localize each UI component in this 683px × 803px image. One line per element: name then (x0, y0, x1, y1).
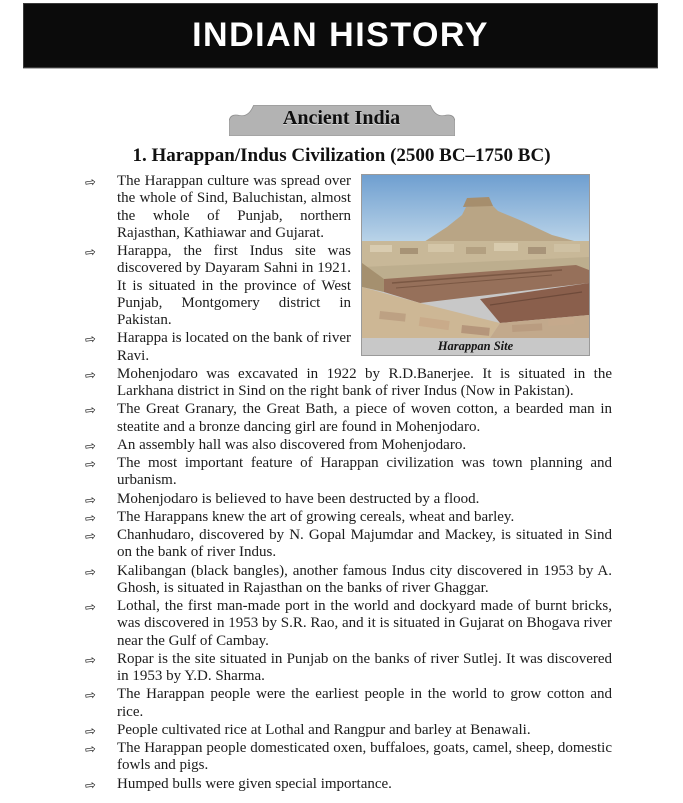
list-item (85, 740, 612, 775)
arrow-bullet-icon: ⇨ (84, 688, 97, 705)
list-item (85, 491, 612, 508)
list-item-text: The Harappans knew the art of growing cereals, wheat and barley. (117, 508, 515, 525)
list-item-text: Humped bulls were given special importance. (117, 775, 392, 792)
arrow-bullet-icon: ⇨ (84, 174, 97, 192)
arrow-bullet-icon: ⇨ (84, 652, 97, 669)
list-item (85, 509, 612, 526)
arrow-bullet-icon: ⇨ (84, 456, 97, 474)
list-item (85, 437, 612, 454)
arrow-bullet-icon: ⇨ (84, 777, 97, 794)
list-item (85, 401, 612, 436)
list-item-text: Lothal, the first man-made port in the world and dockyard made of burnt bricks, was discovered in 1953 by S.R. Rao, and it is situated in Gujarat on Bhogava river near the Gulf of Cambay. (117, 598, 612, 649)
list-item (85, 563, 612, 598)
figure-caption: Harappan Site (362, 338, 589, 355)
list-item (85, 651, 612, 686)
list-item-text: The Harappan people were the earliest people in the world to grow cotton and rice. (117, 686, 612, 720)
list-item (85, 527, 612, 562)
arrow-bullet-icon: ⇨ (84, 741, 97, 759)
list-item-text: Chanhudaro, discovered by N. Gopal Majumdar and Mackey, is situated in Sind on the bank of river Indus. (117, 527, 612, 561)
harappan-site-figure (361, 174, 590, 356)
arrow-bullet-icon: ⇨ (84, 403, 97, 420)
list-item-text: The Great Granary, the Great Bath, a piece of woven cotton, a bearded man in steatite and a bronze dancing girl are found in Mohenjodaro. (117, 401, 612, 435)
list-item-text: Kalibangan (black bangles), another famous Indus city discovered in 1953 by A. Ghosh, is situated in Rajasthan on the banks of river Ghaggar. (117, 562, 612, 596)
list-item (85, 366, 612, 401)
list-item (85, 776, 612, 793)
list-item-text: Ropar is the site situated in Punjab on the banks of river Sutlej. It was discovered in 1953 by Y.D. Sharma. (117, 650, 612, 684)
book-page (0, 3, 683, 803)
list-item-text: The Harappan people domesticated oxen, buffaloes, goats, camel, sheep, domestic fowls and pigs. (117, 740, 612, 774)
arrow-bullet-icon: ⇨ (84, 510, 97, 527)
section-ribbon (229, 101, 455, 136)
arrow-bullet-icon: ⇨ (84, 528, 97, 546)
list-item-text: People cultivated rice at Lothal and Rangpur and barley at Benawali. (117, 721, 531, 738)
chapter-heading: 1. Harappan/Indus Civilization (2500 BC–1750 BC) (132, 145, 551, 166)
list-item-text: The most important feature of Harappan civilization was town planning and urbanism. (117, 455, 612, 489)
list-item-text: Harappa, the first Indus site was discovered by Dayaram Sahni in 1921. It is situated in the province of West Punjab, Montgomery district in Pakistan. (117, 243, 351, 328)
list-item-text: The Harappan culture was spread over the whole of Sind, Baluchistan, almost the whole of Punjab, northern Rajasthan, Kathiawar and Gujarat. (117, 173, 351, 241)
list-item-text: An assembly hall was also discovered from Mohenjodaro. (117, 436, 467, 453)
page-title: INDIAN HISTORY (192, 16, 489, 54)
arrow-bullet-icon: ⇨ (84, 723, 97, 740)
arrow-bullet-icon: ⇨ (84, 244, 97, 262)
arrow-bullet-icon: ⇨ (84, 332, 97, 349)
list-item (85, 598, 612, 650)
section-title: Ancient India (282, 107, 401, 129)
list-item-text: Harappa is located on the bank of river Ravi. (117, 330, 351, 364)
list-item-text: Mohenjodaro is believed to have been destructed by a flood. (117, 490, 480, 507)
arrow-bullet-icon: ⇨ (84, 438, 97, 455)
arrow-bullet-icon: ⇨ (84, 564, 97, 581)
arrow-bullet-icon: ⇨ (84, 367, 97, 384)
page-title-banner (23, 3, 658, 68)
arrow-bullet-icon: ⇨ (84, 599, 97, 617)
list-item (85, 686, 612, 721)
list-item (85, 722, 612, 739)
content-area (85, 173, 612, 793)
arrow-bullet-icon: ⇨ (84, 492, 97, 509)
list-item (85, 455, 612, 490)
harappan-site-photo (362, 175, 589, 338)
list-item-text: Mohenjodaro was excavated in 1922 by R.D.Banerjee. It is situated in the Larkhana district in Sind on the right bank of river Indus (Now in Pakistan). (117, 365, 612, 399)
